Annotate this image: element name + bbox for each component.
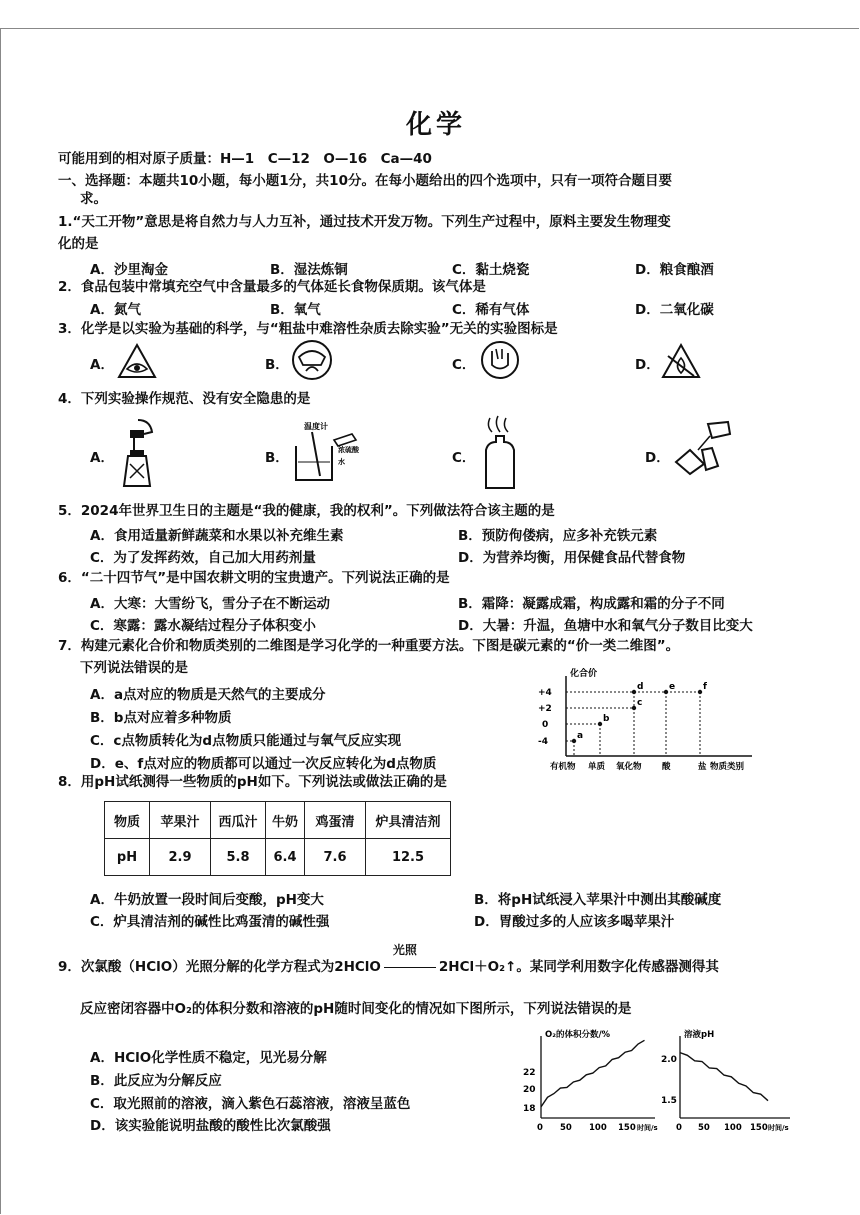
q7-point-label: d <box>637 682 644 692</box>
q7-point-a <box>572 739 576 743</box>
q9-stem-pre: 9．次氯酸（HClO）光照分解的化学方程式为 <box>58 959 335 975</box>
ph-table-header: 苹果汁 <box>150 802 211 839</box>
q4-option-c[interactable]: C． <box>452 450 476 466</box>
q5-stem: 5．2024年世界卫生日的主题是“我的健康，我的权利”。下列做法符合该主题的是 <box>58 503 555 519</box>
carbon-valence-category-chart <box>530 664 760 774</box>
ph-table-cell: 12.5 <box>366 839 451 876</box>
q1-option-b[interactable]: B．湿法炼铜 <box>270 262 348 278</box>
ph-table <box>104 801 451 876</box>
o2-volume-fraction-chart <box>515 1026 665 1134</box>
q7-xtick: 有机物 <box>550 762 576 772</box>
q2-option-a[interactable]: A．氮气 <box>90 302 141 318</box>
q9-option-c[interactable]: C．取光照前的溶液，滴入紫色石蕊溶液，溶液呈蓝色 <box>90 1096 411 1112</box>
o2-x-axis-label: 时间/s <box>637 1124 658 1132</box>
q9-option-d[interactable]: D．该实验能说明盐酸的酸性比次氯酸强 <box>90 1118 331 1134</box>
ph-table-header: 炉具清洁剂 <box>366 802 451 839</box>
q3-option-a[interactable]: A． <box>90 357 114 373</box>
q2-option-b[interactable]: B．氧气 <box>270 302 321 318</box>
o2-ytick: 22 <box>523 1068 536 1078</box>
heating-icon <box>290 339 334 381</box>
ph-table-header-row <box>105 802 451 839</box>
q7-point-b <box>598 722 602 726</box>
eye-protection-icon <box>116 342 158 380</box>
ph-table-cell: 2.9 <box>150 839 211 876</box>
q7-ytick: +2 <box>538 704 552 714</box>
q3-option-c[interactable]: C． <box>452 357 476 373</box>
q2-option-d[interactable]: D．二氧化碳 <box>635 302 714 318</box>
ph-table-header: 西瓜汁 <box>211 802 266 839</box>
q1-stem-cont: 化的是 <box>58 236 99 252</box>
dilution-diagram <box>290 418 366 484</box>
q7-xtick: 酸 <box>662 762 671 772</box>
q4-option-a[interactable]: A． <box>90 450 114 466</box>
ph-table-cell: pH <box>105 839 150 876</box>
q5-option-a[interactable]: A．食用适量新鲜蔬菜和水果以补充维生素 <box>90 528 344 544</box>
q7-y-axis-label: 化合价 <box>570 669 598 679</box>
q6-option-d[interactable]: D．大暑：升温，鱼塘中水和氧气分子数目比变大 <box>458 618 753 634</box>
ph-table-header: 牛奶 <box>266 802 305 839</box>
q4-option-d[interactable]: D． <box>645 450 670 466</box>
q7-point-f <box>698 690 702 694</box>
q7-ytick: +4 <box>538 688 552 698</box>
q8-option-c[interactable]: C．炉具清洁剂的碱性比鸡蛋清的碱性强 <box>90 914 330 930</box>
q9-eq-condition: 光照 <box>392 943 417 957</box>
ph-y-axis-label: 溶液pH <box>684 1030 715 1040</box>
q7-point-label: c <box>637 698 643 708</box>
q6-stem: 6．“二十四节气”是中国农耕文明的宝贵遗产。下列说法正确的是 <box>58 570 450 586</box>
ph-table-cell: 5.8 <box>211 839 266 876</box>
q7-stem-cont: 下列说法错误的是 <box>80 660 188 676</box>
q9-eq-arrow <box>381 943 439 976</box>
water-label: 水 <box>338 458 345 466</box>
q9-stem <box>58 943 719 976</box>
o2-xtick: 0 <box>537 1123 543 1133</box>
o2-series-line <box>541 1040 645 1107</box>
q3-option-d[interactable]: D． <box>635 357 660 373</box>
pouring-diagram <box>668 420 738 476</box>
q8-stem: 8．用pH试纸测得一些物质的pH如下。下列说法或做法正确的是 <box>58 774 447 790</box>
no-fire-icon <box>660 342 702 380</box>
q7-xtick: 盐 <box>698 762 707 772</box>
q5-option-d[interactable]: D．为营养均衡，用保健食品代替食物 <box>458 550 686 566</box>
o2-ytick: 18 <box>523 1104 536 1114</box>
q1-option-d[interactable]: D．粮食酿酒 <box>635 262 714 278</box>
q8-option-b[interactable]: B．将pH试纸浸入苹果汁中测出其酸碱度 <box>474 892 722 908</box>
ph-series-line <box>680 1053 768 1101</box>
q6-option-c[interactable]: C．寒露：露水凝结过程分子体积变小 <box>90 618 316 634</box>
q2-stem: 2．食品包装中常填充空气中含量最多的气体延长食物保质期。该气体是 <box>58 279 486 295</box>
acid-label: 浓硫酸 <box>338 446 359 454</box>
ph-ytick: 2.0 <box>661 1055 677 1065</box>
q7-xtick: 氧化物 <box>616 762 642 772</box>
q9-eq-line <box>384 967 436 968</box>
q7-xtick: 物质类别 <box>710 762 745 772</box>
q9-option-b[interactable]: B．此反应为分解反应 <box>90 1073 222 1089</box>
q5-option-b[interactable]: B．预防佝偻病，应多补充铁元素 <box>458 528 658 544</box>
ph-ytick: 1.5 <box>661 1096 677 1106</box>
q7-ytick: 0 <box>542 720 549 730</box>
ph-table-header: 物质 <box>105 802 150 839</box>
atomic-mass-line: 可能用到的相对原子质量：H—1 C—12 O—16 Ca—40 <box>58 151 432 167</box>
q7-point-label: e <box>669 682 676 692</box>
o2-xtick: 100 <box>589 1123 607 1133</box>
q2-option-c[interactable]: C．稀有气体 <box>452 302 530 318</box>
ph-xtick: 100 <box>724 1123 742 1133</box>
thermometer-label: 温度计 <box>304 422 328 431</box>
q3-stem: 3．化学是以实验为基础的科学，与“粗盐中难溶性杂质去除实验”无关的实验图标是 <box>58 321 558 337</box>
q9-eq-left: 2HClO <box>334 959 381 975</box>
o2-ytick: 20 <box>523 1085 536 1095</box>
hand-washing-icon <box>480 339 520 381</box>
q1-option-c[interactable]: C．黏土烧瓷 <box>452 262 530 278</box>
solution-ph-chart <box>660 1026 800 1134</box>
ph-table-header: 鸡蛋清 <box>305 802 366 839</box>
ph-xtick: 50 <box>698 1123 710 1133</box>
alcohol-lamp-lighting-diagram <box>112 416 162 488</box>
q7-xtick: 单质 <box>588 762 606 772</box>
q7-stem: 7．构建元素化合价和物质类别的二维图是学习化学的一种重要方法。下图是碳元素的“价一类二维图”。 <box>58 638 680 654</box>
ph-table-row <box>105 839 451 876</box>
q5-option-c[interactable]: C．为了发挥药效，自己加大用药剂量 <box>90 550 316 566</box>
q8-option-a[interactable]: A．牛奶放置一段时间后变酸，pH变大 <box>90 892 324 908</box>
q7-point-label: b <box>603 714 610 724</box>
q1-stem: 1.“天工开物”意思是将自然力与人力互补，通过技术开发万物。下列生产过程中，原料主要发生物理变 <box>58 214 671 230</box>
q9-eq-right: 2HCl＋O₂↑。某同学利用数字化传感器测得其 <box>438 959 719 975</box>
q7-option-b[interactable]: B．b点对应着多种物质 <box>90 710 232 726</box>
o2-y-axis-label: O₂的体积分数/% <box>545 1030 611 1040</box>
q9-option-a[interactable]: A．HClO化学性质不稳定，见光易分解 <box>90 1050 327 1066</box>
gas-bottle-diagram <box>480 414 520 490</box>
q1-option-a[interactable]: A．沙里淘金 <box>90 262 168 278</box>
ph-x-axis-label: 时间/s <box>768 1124 789 1132</box>
q8-option-d[interactable]: D．胃酸过多的人应该多喝苹果汁 <box>474 914 675 930</box>
ph-table-cell: 6.4 <box>266 839 305 876</box>
o2-xtick: 150 <box>618 1123 636 1133</box>
q6-option-b[interactable]: B．霜降：凝露成霜，构成露和霜的分子不同 <box>458 596 725 612</box>
page-title: 化学 <box>406 110 467 140</box>
q6-option-a[interactable]: A．大寒：大雪纷飞，雪分子在不断运动 <box>90 596 330 612</box>
q4-option-b[interactable]: B． <box>265 450 289 466</box>
q7-option-c[interactable]: C．c点物质转化为d点物质只能通过与氧气反应实现 <box>90 733 402 749</box>
q3-option-b[interactable]: B． <box>265 357 289 373</box>
section-1-heading: 一、选择题：本题共10小题，每小题1分，共10分。在每小题给出的四个选项中，只有一项符合题目要 <box>58 173 672 189</box>
ph-xtick: 0 <box>676 1123 682 1133</box>
o2-xtick: 50 <box>560 1123 572 1133</box>
ph-table-cell: 7.6 <box>305 839 366 876</box>
ph-xtick: 150 <box>750 1123 768 1133</box>
q7-ytick: -4 <box>538 737 548 747</box>
q7-option-d[interactable]: D．e、f点对应的物质都可以通过一次反应转化为d点物质 <box>90 756 437 772</box>
q7-point-label: a <box>577 731 584 741</box>
q7-point-label: f <box>703 682 707 692</box>
q7-option-a[interactable]: A．a点对应的物质是天然气的主要成分 <box>90 687 326 703</box>
q4-stem: 4．下列实验操作规范、没有安全隐患的是 <box>58 391 311 407</box>
q9-stem-cont: 反应密闭容器中O₂的体积分数和溶液的pH随时间变化的情况如下图所示，下列说法错误的是 <box>80 1001 632 1017</box>
section-1-heading-cont: 求。 <box>80 191 107 207</box>
